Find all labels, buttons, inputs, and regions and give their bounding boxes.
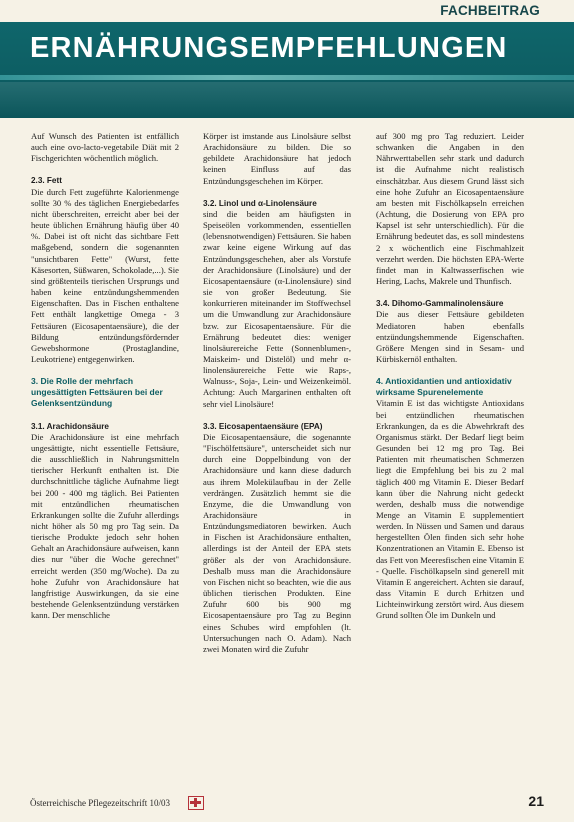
- section-heading: 3.3. Eicosapentaensäure (EPA): [203, 421, 323, 431]
- body-paragraph: Die Arachidonsäure ist eine mehrfach ungesättigte, nicht essentielle Fettsäure, die ausschließlich in Nahrungsmitteln tierischer Herkunft enthalten ist. Die durchschnittliche tägliche Aufnahme liegt bei 200 - 400 mg täglich. Bei Patienten mit entzündlichen rheumatischen Erkrankungen sollte die Zufuhr allerdings nicht höher als 50 mg pro Tag sein. Da tierische Produkte jedoch sehr hohen Gehalt an Arachidonsäure aufweisen, kann dies nur "über die Woche gerechnet" erreicht werden (350 mg/Woche). Da zu hohe Zufuhr von Arachidonsäure hat langfristige Auswirkungen, da sie eine bestehende Gelenksentzündung verstärken kann. Der menschliche: [31, 431, 179, 621]
- body-paragraph: Auf Wunsch des Patienten ist entfällich auch eine ovo-lacto-vegetabile Diät mit 2 Fischgerichten wöchentlich möglich.: [31, 131, 179, 164]
- body-paragraph: Vitamin E ist das wichtigste Antioxidans bei entzündlichen rheumatischen Erkrankungen, da es die Abwehrkraft des Organismus stärkt. Der Bedarf liegt beim Gesunden bei 12 mg pro Tag. Bei Patienten mit rheumatischen Schmerzen liegt die Empfehlung bei bis zu 2 mal täglich 400 mg Vitamin E. Dieser Bedarf kann über die Nahrung nicht gedeckt werden, deshalb muss die notwendige Menge an Vitamin E supplementiert werden. In Nüssen und Samen und daraus hergestellten Ölen finden sich sehr hohe Konzentrationen an Vitamin E. Ebenso ist das Fett von Meeresfischen eine Vitamin E - Quelle. Fischölkapseln sind generell mit Vitamin E angereichert. Achten sie darauf, dass Vitamin E durch Erhitzen und Lichteinwirkung zerstört wird. Aus diesem Grund sollten Öle im Dunkeln und: [376, 398, 524, 621]
- paragraph-spacer: [31, 164, 179, 175]
- journal-name: Österreichische Pflegezeitschrift 10/03: [30, 798, 170, 808]
- paragraph-spacer: [203, 410, 351, 421]
- body-paragraph: sind die beiden am häufigsten in Speiseölen vorkommenden, essentiellen (lebensnotwendigen) Fettsäuren. Sie haben zwar keine eigene Wirkung auf das Entzündungsgeschehen, aber als Vorstufe der Arachidonsäure (Linolsäure) und der Eicosapentaensäure (α-Linolensäure) sind sie von großer Bedeutung. Sie konkurrieren miteinander im Stoffwechsel um die Umwandlung zur Arachidonsäure bzw. zur Eicosapentaensäure. Für die Ernährung bedeutet dies: weniger linolsäurereiche Fette (Sonnenblumen-, Maiskeim- und Distelöl) und mehr α-linolensäurereiche Fette wie Raps-, Walnuss-, Soja-, Lein- und Weizenkeimöl. Achtung: Auch Margarinen enthalten oft sehr viel Linolsäure!: [203, 208, 351, 409]
- page-number: 21: [528, 793, 544, 809]
- section-label: FACHBEITRAG: [440, 3, 540, 18]
- body-paragraph: Die Eicosapentaensäure, die sogenannte "Fischölfettsäure", unterscheidet sich nur durch eine Doppelbindung von der Arachidonsäure und kann diese dadurch aus ihrem Molekülaufbau in der Zelle verdrängen. Zusätzlich hemmt sie die Enzyme, die die Umwandlung von Arachidonsäure in Entzündungsmediatoren bewirken. Auch in Fischen ist Arachidonsäure enthalten, allerdings ist der Anteil der EPA stets größer als der von Arachidonsäure. Deshalb muss man die Arachidonsäure von Fischen nicht so beachten, wie die aus üblichen tierischen Produkten. Eine Zufuhr 600 bis 900 mg Eicosapentaensäure pro Tag zu Beginn eines Schubes wird empfohlen (lt. Untersuchungen nach O. Adam). Nach zwei Monaten wird die Zufuhr: [203, 431, 351, 654]
- title-banner: [0, 22, 574, 118]
- banner-stripe: [0, 75, 574, 80]
- page-title: ERNÄHRUNGSEMPFEHLUNGEN: [30, 32, 508, 64]
- banner-glow: [0, 82, 574, 118]
- cross-logo-icon: [188, 796, 204, 810]
- section-heading: 3.1. Arachidonsäure: [31, 421, 109, 431]
- section-heading: 3.2. Linol und α-Linolensäure: [203, 198, 317, 208]
- page-footer: [30, 793, 544, 814]
- chapter-heading: 3. Die Rolle der mehrfach ungesättigten Fettsäuren bei der Gelenksentzündung: [31, 376, 163, 409]
- paragraph-spacer: [203, 187, 351, 198]
- chapter-heading: 4. Antioxidantien und antioxidativ wirksame Spurenelemente: [376, 376, 512, 398]
- section-heading: 2.3. Fett: [31, 176, 62, 186]
- article-column-3: [376, 131, 524, 622]
- body-paragraph: Die aus dieser Fettsäure gebildeten Mediatoren haben ebenfalls entzündungshemmende Eigenschaften. Größere Mengen sind in Sesam- und Kürbiskernöl enthalten.: [376, 309, 524, 364]
- body-paragraph: Körper ist imstande aus Linolsäure selbst Arachidonsäure zu bilden. Die so gebildete Arachidonsäure hat jedoch keinen Einfluss auf das Entzündungsgeschehen im Körper.: [203, 131, 351, 186]
- body-paragraph: auf 300 mg pro Tag reduziert. Leider schwanken die Angaben in den Nährwerttabellen sehr stark und dadurch ist die Aufnahme nicht realistisch einschätzbar. Aus diesem Grund lässt sich eine hohe Zufuhr an Eicosapentaensäure am besten mit Fischölkapseln erreichen (Achtung, die Dosierung von EPA pro Kapsel ist sehr unterschiedlich). Für die Ernährung bedeutet das, es soll mindestens 2 x wöchentlich eine Fischmahlzeit verzehrt werden. Die höchsten EPA-Werte findet man in Kaltwasserfischen wie Hering, Lachs, Makrele und Thunfisch.: [376, 131, 524, 287]
- paragraph-spacer: [376, 365, 524, 376]
- section-heading: 3.4. Dihomo-Gammalinolensäure: [376, 299, 504, 309]
- article-column-2: [203, 131, 351, 655]
- paragraph-spacer: [31, 365, 179, 376]
- paragraph-spacer: [31, 410, 179, 421]
- body-paragraph: Die durch Fett zugeführte Kalorienmenge sollte 30 % des täglichen Energiebedarfes nicht überschreiten, erreicht aber bei der heute üblichen Ernährung häufig über 40 %. Dabei ist oft nicht das sichtbare Fett maßgebend, sondern die sogenannten "unsichtbaren Fette" (Wurst, fette Käsesorten, Süßwaren, Schokolade,...). Sie sind größtenteils tierischen Ursprungs und haben keine entzündungshemmenden Eigenschaften. Das in Fischen enthaltene Fett enthält langkettige Omega - 3 Fettsäuren (Eicosapentaensäure), die der Bildung entzündungsfördernder Gewebshormone (Prostaglandine, Leukotriene) entgegenwirken.: [31, 186, 179, 364]
- article-column-1: [31, 131, 179, 621]
- paragraph-spacer: [376, 287, 524, 298]
